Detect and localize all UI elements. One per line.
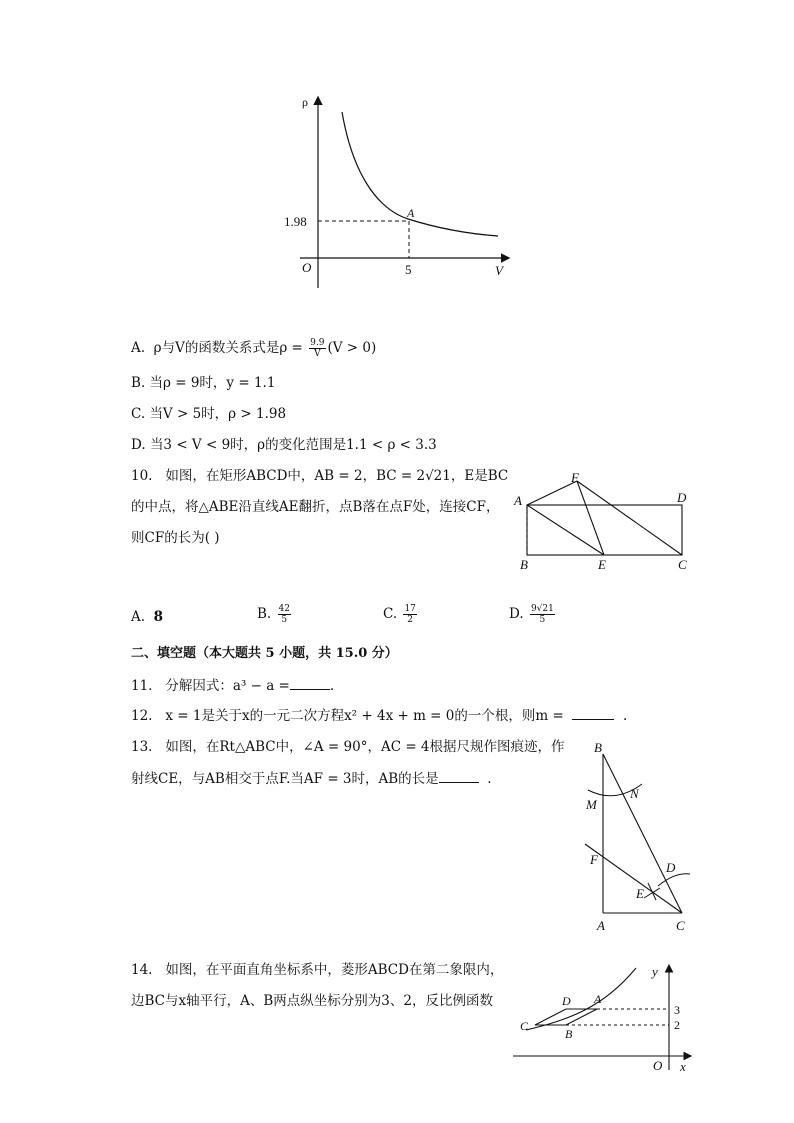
question-number: 13. bbox=[131, 739, 153, 755]
option-9a bbox=[131, 338, 376, 359]
choice-10d bbox=[509, 604, 557, 625]
label-b: B bbox=[565, 1027, 573, 1041]
tick-3: 3 bbox=[674, 1003, 680, 1017]
question-number: 10. bbox=[131, 468, 153, 484]
question-13-line2 bbox=[131, 770, 492, 788]
label-a: A bbox=[597, 918, 605, 933]
question-text: 分解因式：a³ − a = bbox=[165, 678, 290, 694]
fraction bbox=[530, 604, 555, 625]
numerator: 9√21 bbox=[530, 604, 554, 614]
section-heading: 二、填空题（本大题共 5 小题，共 15.0 分） bbox=[131, 646, 398, 661]
question-12 bbox=[131, 707, 627, 725]
option-9c bbox=[131, 405, 286, 423]
segment-af bbox=[527, 481, 577, 505]
question-number: 14. bbox=[131, 962, 153, 978]
denominator: 5 bbox=[281, 615, 288, 625]
x-tick-label: 5 bbox=[405, 262, 412, 277]
segment-fe bbox=[577, 481, 604, 555]
denominator: V bbox=[314, 349, 321, 359]
choice-10c bbox=[383, 604, 419, 625]
choice-label: B. bbox=[257, 606, 272, 622]
denominator: 5 bbox=[539, 615, 546, 625]
label-f: F bbox=[571, 470, 579, 485]
option-9b bbox=[131, 374, 275, 392]
origin-label: O bbox=[302, 260, 312, 275]
question-text: 射线CE，与AB相交于点F.当AF = 3时，AB的长是 bbox=[131, 771, 439, 787]
label-d: D bbox=[562, 994, 571, 1008]
option-text-tail: (V > 0) bbox=[327, 340, 377, 356]
point-a-label: A bbox=[407, 206, 415, 220]
choice-value: 8 bbox=[153, 609, 164, 625]
option-text: 当V > 5时，ρ > 1.98 bbox=[149, 406, 287, 422]
rhombus-abcd bbox=[535, 1009, 597, 1025]
option-9d bbox=[131, 436, 437, 454]
label-o: O bbox=[653, 1058, 663, 1073]
hyperbola-curve bbox=[342, 112, 498, 236]
tick-2: 2 bbox=[674, 1018, 680, 1032]
numerator: 9.9 bbox=[310, 338, 325, 348]
choice-10b bbox=[257, 604, 293, 625]
question-text: x = 1是关于x的一元二次方程x² + 4x + m = 0的一个根，则m = bbox=[165, 708, 564, 724]
label-c: C bbox=[676, 918, 685, 933]
question-end: . bbox=[487, 771, 492, 787]
label-d: D bbox=[666, 860, 676, 875]
question-10-line3: 则CF的长为( ) bbox=[131, 530, 220, 546]
option-label: A. bbox=[131, 340, 146, 356]
arc-e2 bbox=[644, 888, 660, 898]
ray-ce bbox=[585, 844, 682, 913]
denominator: 2 bbox=[407, 615, 414, 625]
numerator: 42 bbox=[278, 604, 290, 614]
option-text: 当3 < V < 9时，ρ的变化范围是1.1 < ρ < 3.3 bbox=[149, 437, 437, 453]
label-e: E bbox=[636, 886, 644, 901]
fraction bbox=[278, 604, 291, 625]
label-y: y bbox=[652, 964, 658, 979]
option-text: 当ρ = 9时，y = 1.1 bbox=[149, 375, 276, 391]
answer-blank[interactable] bbox=[290, 689, 330, 690]
label-f: F bbox=[590, 852, 598, 867]
question-text: 如图，在Rt△ABC中，∠A = 90°，AC = 4根据尺规作图痕迹，作 bbox=[165, 739, 565, 755]
question-11 bbox=[131, 677, 334, 695]
choice-label: A. bbox=[131, 609, 146, 625]
choice-10a bbox=[131, 608, 163, 626]
label-e: E bbox=[598, 557, 606, 572]
label-b: B bbox=[594, 740, 602, 755]
question-end: . bbox=[329, 678, 335, 694]
rectangle-abcd bbox=[527, 505, 682, 555]
answer-blank[interactable] bbox=[572, 719, 614, 720]
question-text: 如图，在平面直角坐标系中，菱形ABCD在第二象限内， bbox=[165, 962, 504, 978]
fraction bbox=[403, 604, 416, 625]
label-m: M bbox=[586, 797, 597, 812]
option-label: C. bbox=[131, 406, 146, 422]
label-b: B bbox=[520, 557, 528, 572]
question-14-line2: 边BC与x轴平行，A、B两点纵坐标分别为3、2，反比例函数 bbox=[131, 993, 493, 1009]
right-triangle-figure bbox=[580, 738, 700, 938]
segment-ae bbox=[527, 505, 604, 555]
choice-label: D. bbox=[509, 606, 524, 622]
option-label: B. bbox=[131, 375, 146, 391]
label-c: C bbox=[678, 557, 687, 572]
label-n: N bbox=[630, 786, 639, 801]
fraction bbox=[309, 338, 325, 359]
density-volume-graph bbox=[284, 90, 520, 295]
question-14-line1 bbox=[131, 961, 503, 979]
y-tick-label: 1.98 bbox=[284, 214, 307, 229]
question-number: 12. bbox=[131, 708, 153, 724]
label-a: A bbox=[594, 992, 602, 1006]
question-10-line2: 的中点，将△ABE沿直线AE翻折，点B落在点F处，连接CF， bbox=[131, 499, 500, 515]
segment-fc bbox=[577, 481, 682, 555]
numerator: 17 bbox=[404, 604, 416, 614]
label-c: C bbox=[520, 1019, 529, 1033]
label-x: x bbox=[680, 1059, 686, 1074]
question-text: 如图，在矩形ABCD中，AB = 2，BC = 2√21，E是BC bbox=[165, 468, 509, 484]
choice-label: C. bbox=[383, 606, 398, 622]
rhombus-coordinate-figure bbox=[508, 958, 698, 1078]
question-13-line1 bbox=[131, 738, 565, 756]
rectangle-fold-figure bbox=[510, 470, 700, 575]
label-a: A bbox=[514, 493, 522, 508]
option-text: ρ与V的函数关系式是ρ = bbox=[153, 340, 303, 356]
answer-blank[interactable] bbox=[439, 782, 479, 783]
question-number: 11. bbox=[131, 678, 153, 694]
label-d: D bbox=[677, 490, 687, 505]
question-end: . bbox=[622, 708, 628, 724]
option-label: D. bbox=[131, 437, 146, 453]
y-axis-label: ρ bbox=[302, 95, 308, 109]
question-10-line1 bbox=[131, 467, 508, 485]
x-axis-label: V bbox=[495, 263, 503, 278]
